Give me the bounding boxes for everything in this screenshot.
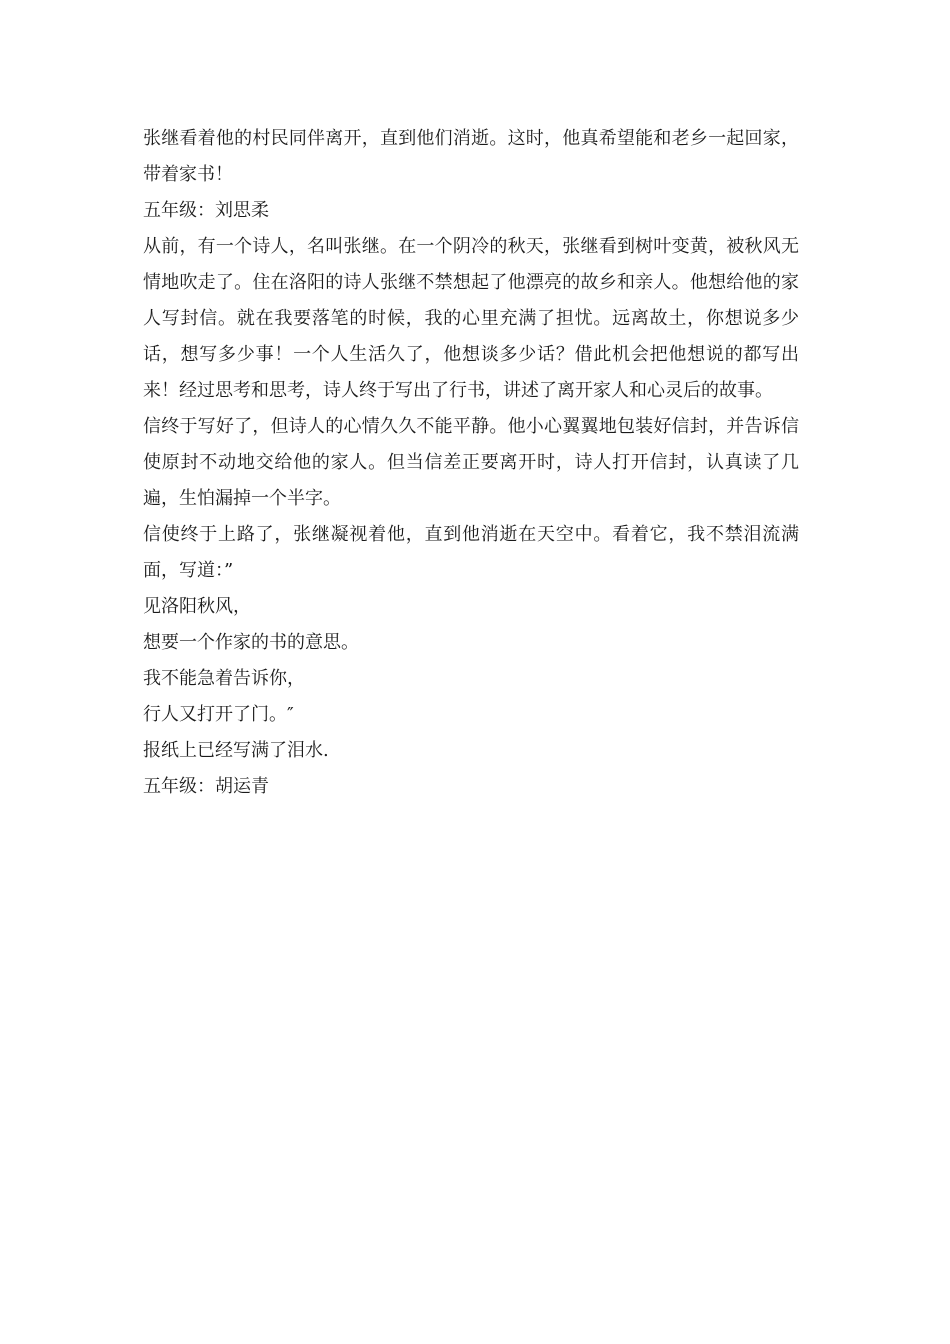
paragraph-letter-finished: 信终于写好了，但诗人的心情久久不能平静。他小心翼翼地包装好信封，并告诉信使原封不动地交给他的家人。但当信差正要离开时，诗人打开信封，认真读了几遍，生怕漏掉一个半字。	[143, 416, 799, 509]
author-line-liu-sirou: 五年级：刘思柔	[143, 200, 269, 221]
paragraph-story-opening: 从前，有一个诗人，名叫张继。在一个阴冷的秋天，张继看到树叶变黄，被秋风无情地吹走了。住在洛阳的诗人张继不禁想起了他漂亮的故乡和亲人。他想给他的家人写封信。就在我要落笔的时候，我的心里充满了担忧。远离故土，你想说多少话，想写多少事！一个人生活久了，他想谈多少话？借此机会把他想说的都写出来！经过思考和思考，诗人终于写出了行书，讲述了离开家人和心灵后的故事。	[143, 236, 799, 401]
paragraph-ending: 张继看着他的村民同伴离开，直到他们消逝。这时，他真希望能和老乡一起回家，带着家书！	[143, 128, 799, 185]
poem-line-4: 行人又打开了门。″	[143, 704, 294, 725]
paragraph-messenger-departs: 信使终于上路了，张继凝视着他，直到他消逝在天空中。看着它，我不禁泪流满面，写道：”	[143, 524, 799, 581]
author-line-hu-yunqing: 五年级：胡运青	[143, 776, 269, 797]
poem-line-3: 我不能急着告诉你，	[143, 668, 305, 689]
document-body	[143, 121, 799, 805]
poem-line-1: 见洛阳秋风，	[143, 596, 251, 617]
closing-line: 报纸上已经写满了泪水.	[143, 740, 329, 761]
poem-line-2: 想要一个作家的书的意思。	[143, 632, 359, 653]
